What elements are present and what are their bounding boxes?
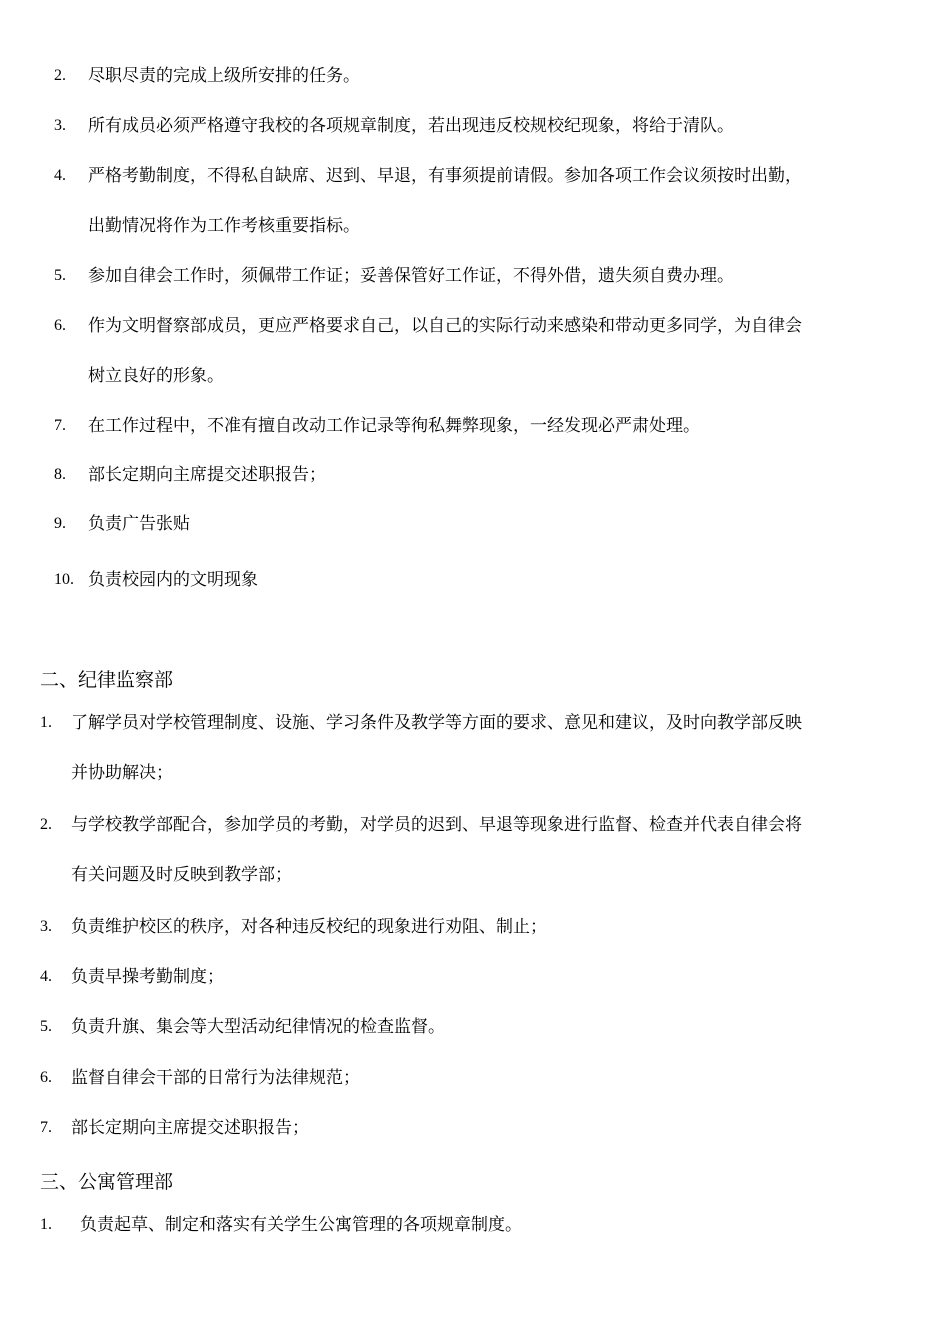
list-item-text-continued: 出勤情况将作为工作考核重要指标。: [88, 216, 360, 236]
list-item-number: 1.: [40, 714, 52, 731]
list-item-text: 负责早操考勤制度；: [71, 967, 224, 987]
list-item-text: 负责升旗、集会等大型活动纪律情况的检查监督。: [71, 1017, 445, 1037]
list-item-number: 4.: [54, 167, 66, 184]
section-heading-discipline: 二、纪律监察部: [40, 669, 174, 691]
list-item-text: 部长定期向主席提交述职报告；: [88, 465, 326, 485]
list-item-text-continued: 树立良好的形象。: [88, 366, 224, 386]
list-item-number: 5.: [40, 1018, 52, 1035]
list-item-number: 6.: [54, 317, 66, 334]
list-item-text: 与学校教学部配合，参加学员的考勤，对学员的迟到、早退等现象进行监督、检查并代表自律会将: [71, 815, 802, 835]
list-item-number: 3.: [54, 117, 66, 134]
section-heading-dormitory: 三、公寓管理部: [40, 1171, 174, 1193]
list-item-text: 负责维护校区的秩序，对各种违反校纪的现象进行劝阻、制止；: [71, 917, 547, 937]
list-item-number: 4.: [40, 968, 52, 985]
list-item-text-continued: 并协助解决；: [71, 763, 173, 783]
list-item-number: 8.: [54, 466, 66, 483]
list-item-text-continued: 有关问题及时反映到教学部；: [71, 865, 292, 885]
list-item-number: 5.: [54, 267, 66, 284]
list-item-text: 作为文明督察部成员，更应严格要求自己，以自己的实际行动来感染和带动更多同学，为自律会: [88, 316, 802, 336]
list-item-text: 监督自律会干部的日常行为法律规范；: [71, 1068, 360, 1088]
list-item-text: 负责校园内的文明现象: [88, 570, 258, 590]
list-item-number: 2.: [40, 816, 52, 833]
list-item-text: 了解学员对学校管理制度、设施、学习条件及教学等方面的要求、意见和建议，及时向教学部反映: [71, 713, 802, 733]
list-item-number: 7.: [40, 1119, 52, 1136]
list-item-number: 2.: [54, 67, 66, 84]
list-item-number: 9.: [54, 515, 66, 532]
list-item-text: 严格考勤制度，不得私自缺席、迟到、早退，有事须提前请假。参加各项工作会议须按时出勤，: [88, 166, 802, 186]
list-item-text: 部长定期向主席提交述职报告；: [71, 1118, 309, 1138]
list-item-text: 负责广告张贴: [88, 514, 190, 534]
list-item-text: 负责起草、制定和落实有关学生公寓管理的各项规章制度。: [80, 1215, 522, 1235]
list-item-text: 尽职尽责的完成上级所安排的任务。: [88, 66, 360, 86]
list-item-number: 3.: [40, 918, 52, 935]
list-item-text: 在工作过程中，不准有擅自改动工作记录等徇私舞弊现象，一经发现必严肃处理。: [88, 416, 700, 436]
list-item-number: 6.: [40, 1069, 52, 1086]
list-item-number: 1.: [40, 1216, 52, 1233]
list-item-text: 所有成员必须严格遵守我校的各项规章制度，若出现违反校规校纪现象，将给于清队。: [88, 116, 734, 136]
list-item-number: 7.: [54, 417, 66, 434]
list-item-text: 参加自律会工作时，须佩带工作证；妥善保管好工作证，不得外借，遗失须自费办理。: [88, 266, 734, 286]
list-item-number: 10.: [54, 571, 74, 588]
